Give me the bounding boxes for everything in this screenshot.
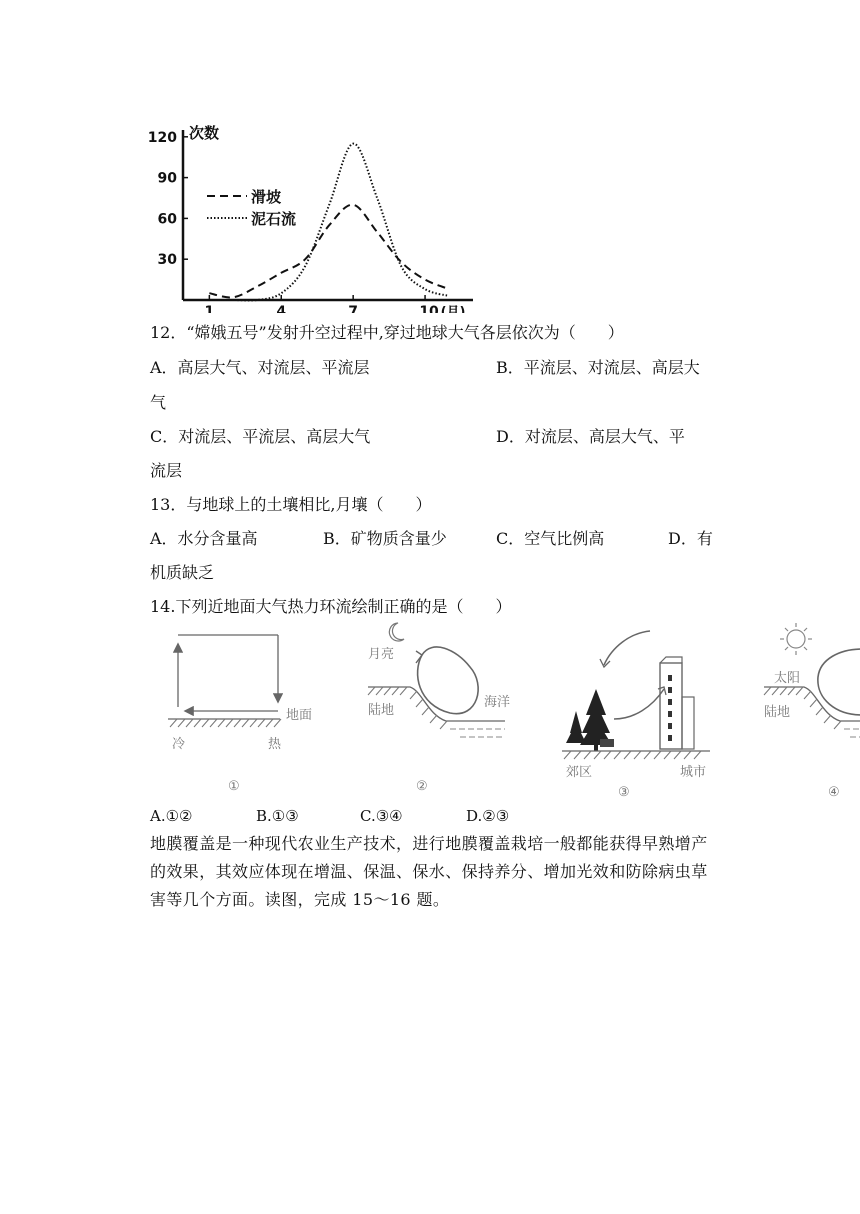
series-line-landslide <box>209 205 449 298</box>
y-axis-label: 次数 <box>189 124 220 142</box>
figure-1-circulation <box>160 615 330 800</box>
y-tick-label: 30 <box>157 252 177 269</box>
y-tick-label: 120 <box>147 129 177 146</box>
fig2-moon-label: 月亮 <box>368 647 395 662</box>
fig4-number: ④ <box>828 785 840 800</box>
fig1-hot-label: 热 <box>268 737 282 752</box>
sun-icon <box>780 623 812 655</box>
moon-icon <box>389 623 404 641</box>
q12-option-b-wrap: 气 <box>150 393 167 412</box>
x-unit-label: (月) <box>440 305 466 313</box>
q14-option-c: C.③④ <box>360 807 403 825</box>
q13-option-b: B．矿物质含量少 <box>323 529 447 548</box>
q12-stem: 12．“嫦娥五号”发射升空过程中,穿过地球大气各层依次为（ ） <box>150 323 624 342</box>
fig4-sun-label: 太阳 <box>774 671 801 686</box>
fig2-sea-label: 海洋 <box>484 695 511 710</box>
legend-label: 泥石流 <box>251 210 297 228</box>
fig1-number: ① <box>228 779 240 794</box>
y-tick-label: 90 <box>157 170 177 187</box>
fig2-number: ② <box>416 779 428 794</box>
q12-option-b: B．平流层、对流层、高层大 <box>496 358 700 377</box>
q14-option-b: B.①③ <box>256 807 299 825</box>
q13-option-d: D．有 <box>668 529 713 548</box>
q13-option-d-wrap: 机质缺乏 <box>150 563 215 582</box>
fig2-land-label: 陆地 <box>368 703 395 718</box>
q14-stem: 14.下列近地面大气热力环流绘制正确的是（ ） <box>150 597 512 616</box>
fig4-land-label: 陆地 <box>764 705 791 720</box>
chart-svg <box>145 118 485 313</box>
q12-option-c: C．对流层、平流层、高层大气 <box>150 427 371 446</box>
q14-option-a: A.①② <box>150 807 193 825</box>
fig3-city-label: 城市 <box>680 765 707 780</box>
legend-label: 滑坡 <box>251 188 282 206</box>
q13-option-a: A．水分含量高 <box>150 529 258 548</box>
x-tick-label: 1 <box>204 304 215 313</box>
figure-2-circulation <box>360 615 520 800</box>
x-tick-label: 10 <box>419 304 439 313</box>
q14-option-d: D.②③ <box>466 807 510 825</box>
y-tick-label: 60 <box>157 211 177 228</box>
intro-paragraph: 地膜覆盖是一种现代农业生产技术，进行地膜覆盖栽培一般都能获得早熟增产的效果，其效应体现在增温、保温、保水、保持养分、增加光效和防除病虫草害等几个方面。读图，完成 15～16 题。 <box>150 834 708 909</box>
q13-option-c: C．空气比例高 <box>496 529 605 548</box>
x-tick-label: 4 <box>276 304 287 313</box>
q12-option-d-wrap: 流层 <box>150 461 183 480</box>
disaster-frequency-chart <box>145 118 485 313</box>
fig3-suburb-label: 郊区 <box>566 765 593 780</box>
q12-option-a: A．高层大气、对流层、平流层 <box>150 358 370 377</box>
x-tick-label: 7 <box>348 304 359 313</box>
q13-stem: 13．与地球上的土壤相比,月壤（ ） <box>150 495 432 514</box>
fig1-ground-label: 地面 <box>286 708 313 723</box>
q12-option-d: D．对流层、高层大气、平 <box>496 427 685 446</box>
series-line-debris-flow <box>209 144 449 301</box>
figure-3-circulation <box>560 615 720 800</box>
fig3-number: ③ <box>618 785 630 800</box>
fig1-cold-label: 冷 <box>172 737 186 752</box>
figure-4-circulation <box>760 615 860 800</box>
